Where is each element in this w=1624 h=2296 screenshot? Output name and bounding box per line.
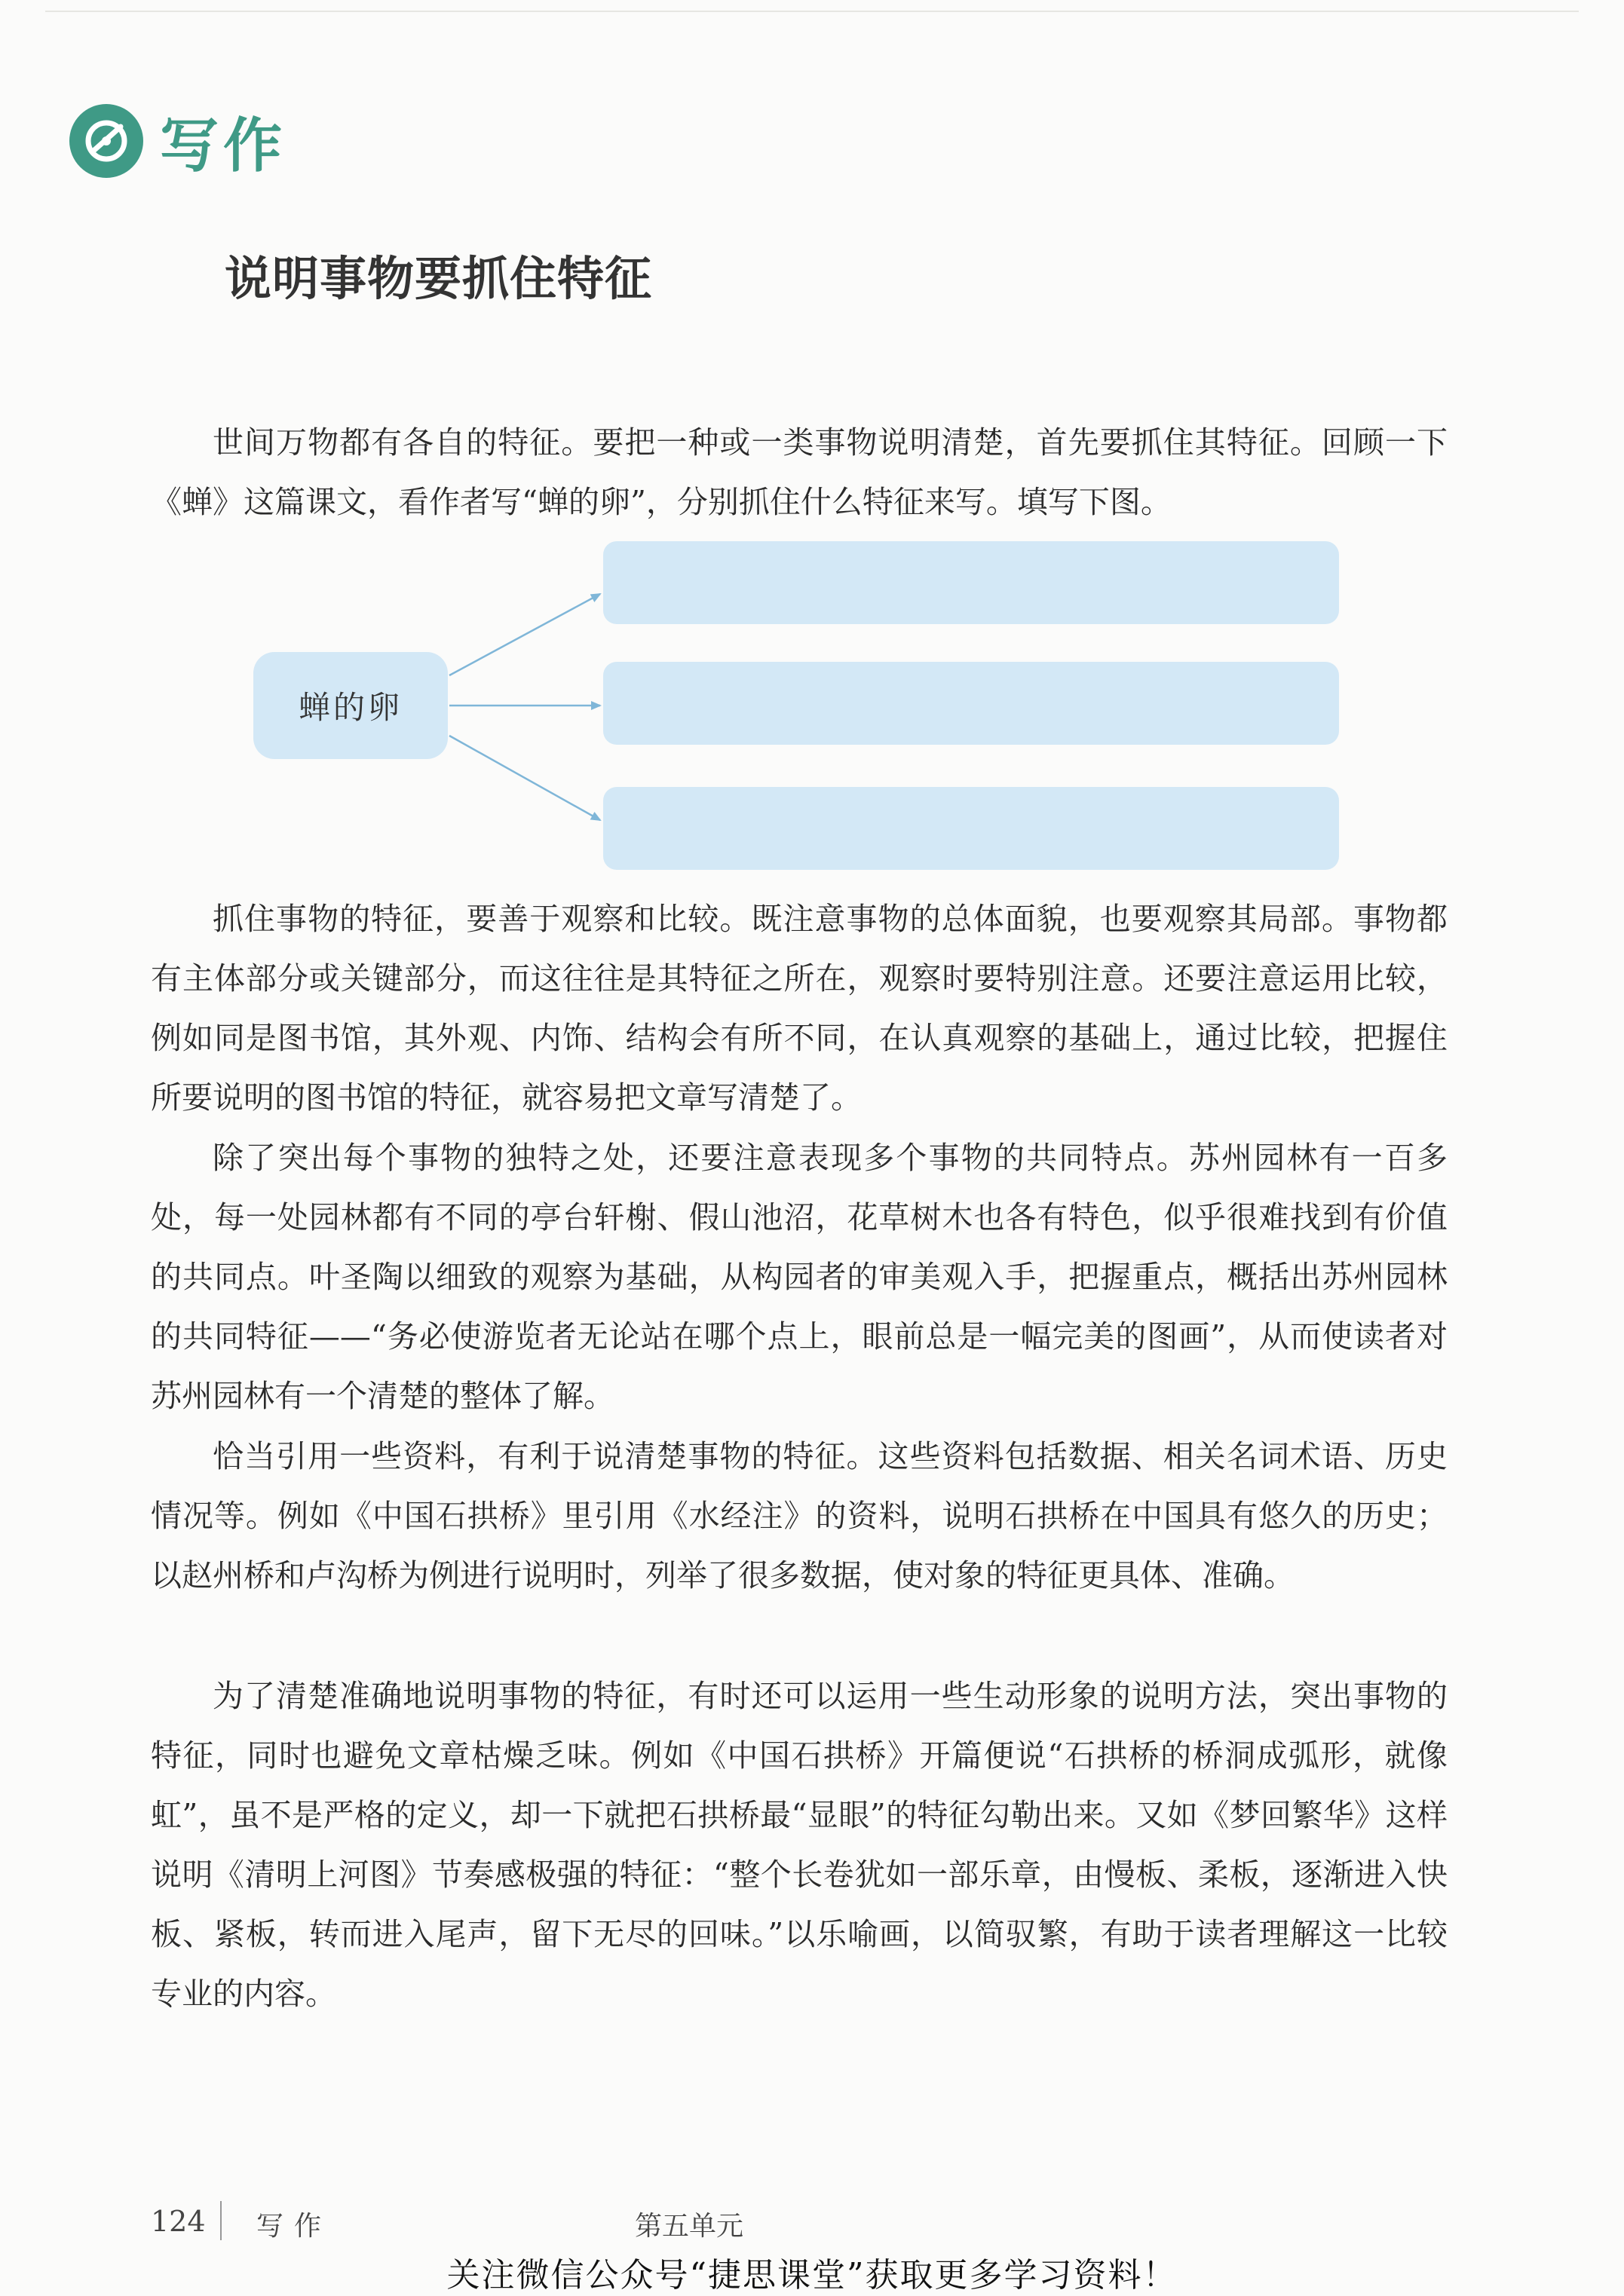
section-header xyxy=(69,99,286,182)
body-paragraph-citations: 恰当引用一些资料，有利于说清楚事物的特征。这些资料包括数据、相关名词术语、历史情况等。例如《中国石拱桥》里引用《水经注》的资料，说明石拱桥在中国具有悠久的历史；以赵州桥和卢沟桥为例进行说明时，列举了很多数据，使对象的特征更具体、准确。 xyxy=(151,1438,1448,1593)
footer-divider xyxy=(220,2201,222,2240)
answer-blank-2[interactable] xyxy=(603,662,1339,745)
body-paragraph-observe: 抓住事物的特征，要善于观察和比较。既注意事物的总体面貌，也要观察其局部。事物都有主体部分或关键部分，而这往往是其特征之所在，观察时要特别注意。还要注意运用比较，例如同是图书馆，其外观、内饰、结构会有所不同，在认真观察的基础上，通过比较，把握住所要说明的图书馆的特征，就容易把文章写清楚了。 xyxy=(151,901,1448,1116)
footer-section-name: 写作 xyxy=(256,2211,332,2242)
arrow-to-blank-3 xyxy=(449,736,600,820)
body-paragraph-vivid-methods: 为了清楚准确地说明事物的特征，有时还可以运用一些生动形象的说明方法，突出事物的特征，同时也避免文章枯燥乏味。例如《中国石拱桥》开篇便说“石拱桥的桥洞成弧形，就像虹”，虽不是严格的定义，却一下就把石拱桥最“显眼”的特征勾勒出来。又如《梦回繁华》这样说明《清明上河图》节奏感极强的特征：“整个长卷犹如一部乐章，由慢板、柔板，逐渐进入快板、紧板，转而进入尾声，留下无尽的回味。”以乐喻画，以简驭繁，有助于读者理解这一比较专业的内容。 xyxy=(151,1678,1448,2012)
footer-unit-name: 第五单元 xyxy=(635,2211,744,2242)
answer-blank-3[interactable] xyxy=(603,787,1339,870)
scan-edge-line xyxy=(45,11,1579,12)
section-title: 写作 xyxy=(160,112,287,180)
diagram-source-box: 蝉的卵 xyxy=(253,652,448,759)
writing-badge-icon xyxy=(69,104,143,178)
page-number: 124 xyxy=(151,2205,206,2238)
body-paragraph-common-features: 除了突出每个事物的独特之处，还要注意表现多个事物的共同特点。苏州园林有一百多处，每一处园林都有不同的亭台轩榭、假山池沼，花草树木也各有特色，似乎很难找到有价值的共同点。叶圣陶以细致的观察为基础，从构园者的审美观入手，把握重点，概括出苏州园林的共同特征——“务必使游览者无论站在哪个点上，眼前总是一幅完美的图画”，从而使读者对苏州园林有一个清楚的整体了解。 xyxy=(151,1140,1448,1414)
page-title: 说明事物要抓住特征 xyxy=(225,251,653,306)
feature-diagram xyxy=(249,541,1350,873)
promo-banner: 关注微信公众号“捷思课堂”获取更多学习资料！ xyxy=(446,2256,1178,2294)
answer-blank-1[interactable] xyxy=(603,541,1339,624)
arrow-to-blank-1 xyxy=(449,594,600,675)
intro-paragraph: 世间万物都有各自的特征。要把一种或一类事物说明清楚，首先要抓住其特征。回顾一下《蝉》这篇课文，看作者写“蝉的卵”，分别抓住什么特征来写。填写下图。 xyxy=(151,424,1448,520)
